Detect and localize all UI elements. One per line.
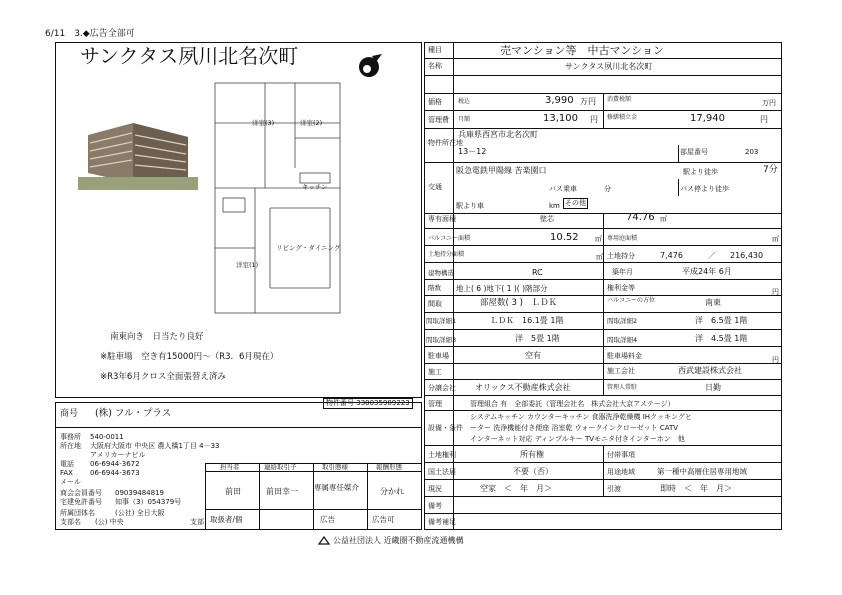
office-label: 事務所 xyxy=(60,433,81,441)
row-label-developer: 分譲会社 xyxy=(428,384,456,392)
row-label-detail4: 間取詳細4 xyxy=(607,336,638,344)
parking-value: 空有 xyxy=(525,351,541,360)
direction-label: バルコニーの方位 xyxy=(607,297,656,304)
structure-value: RC xyxy=(532,268,543,277)
area-unit: ㎡ xyxy=(660,215,667,223)
fee-unit: 円 xyxy=(590,115,598,124)
row-label-access: 交通 xyxy=(428,183,442,191)
room-label-1: 洋室(1) xyxy=(236,261,259,269)
builder-label: 施工会社 xyxy=(607,367,635,375)
zoning-value: 第一種中高層住居専用地域 xyxy=(657,467,747,476)
lot-number: 13－12 xyxy=(458,147,487,156)
fax-value: 06-6944-3673 xyxy=(90,469,140,477)
staff-h2: 連絡取引子 xyxy=(264,463,297,471)
zoning-label: 用途地域 xyxy=(607,468,635,476)
area-value: 74.76 xyxy=(626,212,655,223)
built-value: 平成24年 6月 xyxy=(682,267,732,276)
repair-label: 修繕積立金 xyxy=(607,114,638,121)
office-value: 540-0011 xyxy=(90,433,124,441)
detail2-value: 洋 6.5畳 1階 xyxy=(695,316,748,325)
row-label-remarks: 備考 xyxy=(428,502,442,510)
builder-value: 西武建設株式会社 xyxy=(678,366,742,375)
walk-value: 7分 xyxy=(763,165,778,175)
room-label-kitchen: キッチン xyxy=(302,183,328,191)
trade-label: 商号 xyxy=(60,409,79,419)
equipment-line1: システムキッチン カウンターキッチン 食器洗浄乾燥機 IHクッキングヒ xyxy=(470,413,692,421)
manager-value: 日勤 xyxy=(705,383,721,392)
fax-label: FAX xyxy=(60,469,73,477)
building-photo xyxy=(78,115,198,190)
note-3: ※R3年6月クロス全面張替え済み xyxy=(100,372,226,382)
room-label-3: 洋室(3) xyxy=(252,119,275,127)
row-label-parking: 駐車場 xyxy=(428,352,449,360)
share-label: 土地持分 xyxy=(607,252,635,260)
delivery-value: 即時 ＜ 年 月＞ xyxy=(660,484,732,493)
row-label-status: 現況 xyxy=(428,485,442,493)
developer-value: オリックス不動産株式会社 xyxy=(475,383,571,392)
management-value: 管理組合 有 全部委託（管理会社名 株式会社大京アステージ） xyxy=(470,400,675,408)
staff-h4: 報酬形態 xyxy=(376,463,402,471)
row-label-detail3: 間取詳細3 xyxy=(426,336,457,344)
license-label: 宅建免許番号 xyxy=(60,498,102,506)
key-money-unit: 円 xyxy=(772,288,779,296)
area-note: 壁芯 xyxy=(540,215,554,223)
attach-label: 付帯事項 xyxy=(607,451,635,459)
share-den: 216,430 xyxy=(730,251,764,260)
access-line: 阪急電鉄甲陽線 苦楽園口 xyxy=(456,166,547,175)
share-num: 7,476 xyxy=(660,251,683,260)
room-label-ld: リビング・ダイニング xyxy=(276,244,341,252)
row-label-floors: 階数 xyxy=(428,284,441,292)
bus-unit: 分 xyxy=(604,185,611,193)
row-label-land-rights: 土地権利 xyxy=(428,451,456,459)
branch-value: (公) 中央 xyxy=(95,518,124,526)
row-label-equipment: 設備・条件 xyxy=(428,424,463,432)
address-line2: アメリカーナビル xyxy=(90,451,146,459)
detail3-value: 洋 5畳 1階 xyxy=(515,334,560,343)
detail1-value: ＬＤＫ 16.1畳 1階 xyxy=(490,316,564,325)
reg-value: 09039484819 xyxy=(115,489,164,497)
sold-hand-icon xyxy=(356,52,384,80)
row-label-name: 名称 xyxy=(428,62,442,70)
status-value: 空家 ＜ 年 月＞ xyxy=(480,484,552,493)
address-line1: 大阪府大阪市 中央区 農人橋1丁目 4－33 xyxy=(90,442,220,450)
property-code-label: 物件番号 xyxy=(326,399,354,407)
property-code-value: 330035989223 xyxy=(356,399,410,407)
car-label: 駅より車 xyxy=(456,202,484,210)
repair-value: 17,940 xyxy=(690,113,725,124)
exclusive-unit: ㎡ xyxy=(772,235,779,243)
reg-label: 商会会員番号 xyxy=(60,489,102,497)
org-label: 所属団体名 xyxy=(60,509,95,517)
built-label: 築年月 xyxy=(612,268,633,276)
bus-label: バス乗車 xyxy=(549,185,577,193)
balcony-value: 10.52 xyxy=(550,232,579,243)
bus-walk-label: バス停より徒歩 xyxy=(680,185,729,193)
name-value: サンクタス夙川北名次町 xyxy=(565,62,653,71)
repair-unit: 円 xyxy=(760,115,768,124)
trade-name: (株) フル・プラス xyxy=(95,408,172,419)
manager-label: 管理人常駐 xyxy=(607,384,638,391)
tel-label: 電話 xyxy=(60,460,74,468)
row-label-area: 専有面積 xyxy=(428,215,456,223)
other-label: その他 xyxy=(565,199,586,207)
equipment-line2: ーター 洗浄機能付き便座 浴室乾 ウォークインクローゼット CATV xyxy=(470,424,679,432)
tel-value: 06-6944-3672 xyxy=(90,460,140,468)
share-sep: ／ xyxy=(708,251,716,260)
room-value: 203 xyxy=(745,148,759,156)
staff-h3: 取引態様 xyxy=(322,463,348,471)
price-sub: 税込 xyxy=(458,98,471,105)
fee-value: 13,100 xyxy=(543,113,578,124)
key-money-label: 権利金等 xyxy=(607,284,635,292)
fee-sub: 月額 xyxy=(458,116,471,123)
note-1: 南東向き 日当たり良好 xyxy=(110,332,204,342)
room-label-2: 洋室(2) xyxy=(300,119,323,127)
mail-label: メール xyxy=(60,478,81,486)
license-value: 知事（3）054379号 xyxy=(115,498,182,506)
row-label-land-law: 国土法届 xyxy=(428,468,456,476)
land-unit: ㎡ xyxy=(596,253,603,261)
floorplan xyxy=(205,78,345,323)
footer-org: 公益社団法人 近畿圏不動産流通機構 xyxy=(333,536,464,545)
ad-label: 広告 xyxy=(320,515,335,524)
tax-unit: 万円 xyxy=(762,99,776,107)
layout-value: 部屋数( 3 ) ＬＤＫ xyxy=(480,298,557,308)
staff-h1: 担当者 xyxy=(220,463,240,471)
delivery-label: 引渡 xyxy=(607,485,621,493)
land-law-value: 不要（否） xyxy=(513,467,553,476)
address-value: 兵庫県西宮市北名次町 xyxy=(458,130,538,139)
row-label-layout: 間取 xyxy=(428,300,442,308)
equipment-line3: インターネット対応 ディンプルキー TVモニタ付きインターホン 他 xyxy=(470,435,685,443)
balcony-unit: ㎡ xyxy=(595,235,602,243)
parking-fee-unit: 円 xyxy=(772,356,779,364)
row-label-type: 種目 xyxy=(428,46,442,54)
row-label-structure: 建物構造 xyxy=(428,269,454,277)
detail4-value: 洋 4.5畳 1階 xyxy=(695,334,748,343)
price-unit: 万円 xyxy=(580,97,596,106)
exclusive-label: 専用庭面積 xyxy=(607,235,638,242)
row-label-balcony: バルコニー面積 xyxy=(428,235,471,242)
price-value: 3,990 xyxy=(545,95,574,106)
car-unit: km xyxy=(549,202,560,210)
tax-label: 消費税額 xyxy=(607,96,632,103)
row-label-detail1: 間取詳細1 xyxy=(426,317,457,325)
branch-suffix: 支部 xyxy=(190,518,204,526)
association-logo-icon xyxy=(318,536,330,546)
floors-value: 地上( 6 )地下( 1 )( )階部分 xyxy=(456,284,548,293)
row-label-address: 物件所在地 xyxy=(428,139,463,147)
row-label-price: 価格 xyxy=(428,98,442,106)
land-rights-value: 所有権 xyxy=(520,450,544,459)
staff-v3: 専属専任媒介 xyxy=(314,483,359,492)
row-label-mgmt-fee: 管理費 xyxy=(428,116,449,124)
walk-label: 駅より徒歩 xyxy=(683,168,718,176)
property-title: サンクタス夙川北名次町 xyxy=(80,44,299,68)
parking-fee-label: 駐車場料金 xyxy=(607,352,642,360)
note-2: ※駐車場 空き有15000円～（R3．6月現在） xyxy=(100,352,279,362)
staff-v4: 分かれ xyxy=(380,487,404,496)
person-label: 取扱者/個 xyxy=(210,515,243,524)
header-note: 6/11 3.◆広告全部可 xyxy=(45,29,135,39)
org-value: (公社) 全日大阪 xyxy=(115,509,165,517)
row-label-remarks-extra: 備考補足 xyxy=(428,518,456,526)
ad-value: 広告可 xyxy=(372,515,395,524)
row-label-land: 土地持分面積 xyxy=(428,251,465,258)
direction-value: 南東 xyxy=(705,298,721,307)
row-label-management: 管理 xyxy=(428,400,442,408)
room-label: 部屋番号 xyxy=(680,148,708,156)
type-value: 売マンション等 中古マンション xyxy=(500,44,665,57)
staff-v2: 前田幸一 xyxy=(266,487,298,496)
row-label-construction: 施工 xyxy=(428,368,442,376)
branch-label: 支部名 xyxy=(60,518,81,526)
row-label-detail2: 間取詳細2 xyxy=(607,317,638,325)
address-label: 所在地 xyxy=(60,442,81,450)
staff-v1: 前田 xyxy=(225,487,241,496)
